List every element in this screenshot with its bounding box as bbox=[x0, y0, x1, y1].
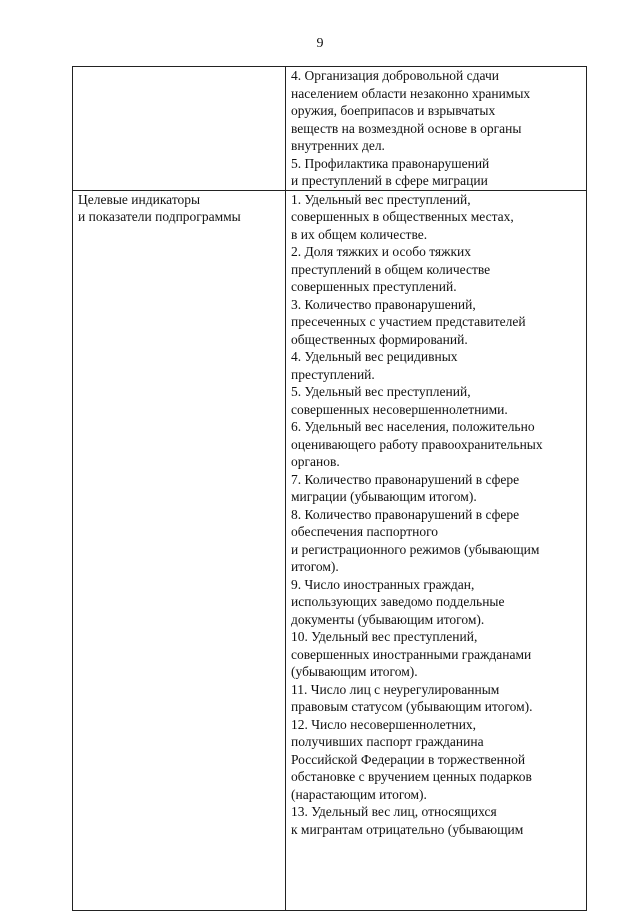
indicator-line: (убывающим итогом). bbox=[291, 664, 418, 679]
indicator-line: в их общем количестве. bbox=[291, 226, 428, 242]
indicator-line: 7. Количество правонарушений в сфере bbox=[291, 471, 520, 487]
indicator-line: обеспечения паспортного bbox=[291, 524, 439, 539]
cell-indicators-list bbox=[286, 190, 587, 910]
indicator-line: преступлений. bbox=[291, 366, 375, 382]
indicator-line: 12. Число несовершеннолетних, bbox=[291, 716, 477, 732]
indicator-line: к мигрантам отрицательно (убывающим bbox=[291, 821, 524, 837]
indicator-line: совершенных иностранными гражданами bbox=[291, 646, 532, 662]
indicator-line: правовым статусом (убывающим итогом). bbox=[291, 699, 533, 714]
subprogram-table bbox=[72, 66, 587, 911]
indicator-line: 2. Доля тяжких и особо тяжких bbox=[291, 244, 471, 259]
indicator-line: и регистрационного режимов (убывающим bbox=[291, 541, 540, 557]
indicator-line: совершенных в общественных местах, bbox=[291, 209, 514, 224]
indicator-line: 11. Число лиц с неурегулированным bbox=[291, 681, 500, 697]
indicator-line: Российской Федерации в торжественной bbox=[291, 751, 526, 767]
indicator-line: 1. Удельный вес преступлений, bbox=[291, 191, 471, 207]
indicator-line: (нарастающим итогом). bbox=[291, 786, 427, 802]
indicator-line: обстановке с вручением ценных подарков bbox=[291, 769, 532, 784]
indicator-line: использующих заведомо поддельные bbox=[291, 594, 505, 609]
indicator-line: 8. Количество правонарушений в сфере bbox=[291, 506, 520, 522]
text-line: оружия, боеприпасов и взрывчатых bbox=[291, 103, 496, 118]
text-line: внутренних дел. bbox=[291, 138, 385, 153]
indicator-line: 3. Количество правонарушений, bbox=[291, 296, 476, 312]
label-line: Целевые индикаторы bbox=[78, 191, 201, 207]
page-number: 9 bbox=[316, 36, 324, 51]
indicator-line: 5. Удельный вес преступлений, bbox=[291, 384, 471, 399]
indicator-line: 4. Удельный вес рецидивных bbox=[291, 349, 458, 364]
cell-empty-left bbox=[73, 67, 286, 191]
indicator-line: 9. Число иностранных граждан, bbox=[291, 576, 475, 592]
text-line: 5. Профилактика правонарушений bbox=[291, 155, 490, 171]
table-row-continued bbox=[73, 67, 587, 191]
text-line: и преступлений в сфере миграции bbox=[291, 173, 488, 188]
text-line: 4. Организация добровольной сдачи bbox=[291, 68, 499, 83]
indicator-line: 13. Удельный вес лиц, относящихся bbox=[291, 804, 497, 819]
text-line: населением области незаконно хранимых bbox=[291, 85, 531, 101]
indicator-line: совершенных несовершеннолетними. bbox=[291, 401, 508, 417]
indicator-line: документы (убывающим итогом). bbox=[291, 611, 485, 627]
cell-indicators-label bbox=[73, 190, 286, 910]
indicator-line: пресеченных с участием представителей bbox=[291, 314, 526, 329]
indicator-line: получивших паспорт гражданина bbox=[291, 734, 484, 749]
indicator-line: общественных формирований. bbox=[291, 331, 468, 347]
indicator-line: преступлений в общем количестве bbox=[291, 261, 491, 277]
text-line: веществ на возмездной основе в органы bbox=[291, 120, 522, 136]
indicator-line: итогом). bbox=[291, 559, 339, 574]
indicator-line: оценивающего работу правоохранительных bbox=[291, 436, 543, 452]
indicator-line: миграции (убывающим итогом). bbox=[291, 489, 477, 504]
indicator-line: 10. Удельный вес преступлений, bbox=[291, 629, 478, 644]
indicator-line: органов. bbox=[291, 454, 340, 469]
cell-measures-continued bbox=[286, 67, 587, 191]
indicator-line: 6. Удельный вес населения, положительно bbox=[291, 419, 535, 434]
label-line: и показатели подпрограммы bbox=[78, 209, 241, 224]
table-row-indicators bbox=[73, 190, 587, 910]
indicator-line: совершенных преступлений. bbox=[291, 279, 457, 294]
